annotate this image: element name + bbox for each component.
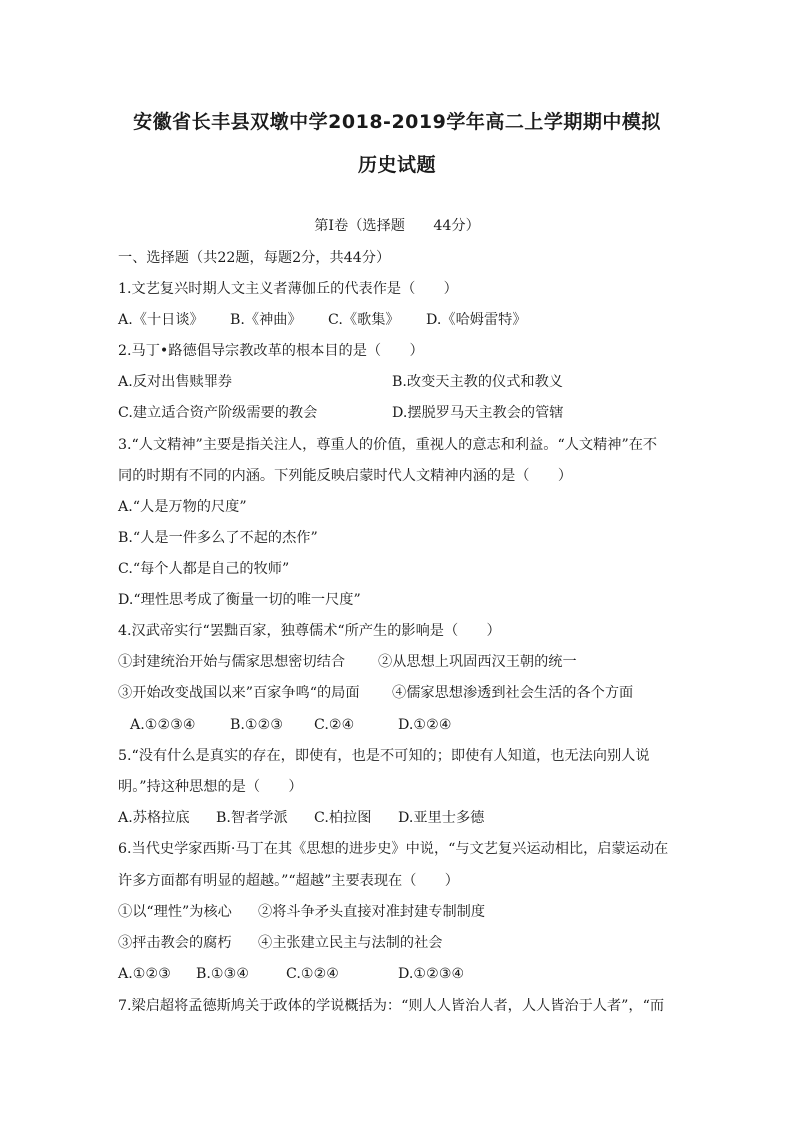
question-6-stem-line1: 6.当代史学家西斯·马丁在其《思想的进步史》中说，“与文艺复兴运动相比，启蒙运动在 — [118, 841, 669, 857]
question-4-option-a: A.①②③④ — [130, 717, 196, 733]
question-7-stem-line1: 7.梁启超将孟德斯鸠关于政体的学说概括为：“则人人皆治人者，人人皆治于人者”，“而 — [118, 998, 665, 1014]
question-3-option-b: B.“人是一件多么了不起的杰作” — [118, 530, 318, 546]
question-3-stem-line2: 同的时期有不同的内涵。下列能反映启蒙时代人文精神内涵的是（ ） — [118, 468, 573, 484]
question-5-option-a: A.苏格拉底 — [118, 810, 190, 826]
question-6-stem-line2: 许多方面都有明显的超越。”“超越”主要表现在（ ） — [118, 873, 459, 889]
question-5-option-b: B.智者学派 — [216, 810, 288, 826]
question-6-option-c: C.①②④ — [286, 966, 340, 982]
question-6-option-d: D.①②③④ — [398, 966, 465, 982]
question-5-option-c: C.柏拉图 — [314, 810, 372, 826]
question-1-option-d: D.《哈姆雷特》 — [426, 312, 527, 328]
question-2-option-c: C.建立适合资产阶级需要的教会 — [118, 405, 318, 421]
part-heading: 第Ⅰ卷（选择题 44分） — [314, 218, 480, 234]
question-3-stem-line1: 3.“人文精神”主要是指关注人，尊重人的价值，重视人的意志和利益。“人文精神”在不 — [118, 437, 658, 453]
question-4-item-3: ③开始改变战国以来”百家争鸣“的局面 — [118, 685, 360, 701]
question-2-option-a: A.反对出售赎罪券 — [118, 374, 233, 390]
question-4-option-b: B.①②③ — [230, 717, 284, 733]
question-5-option-d: D.亚里士多德 — [398, 810, 485, 826]
question-4-option-c: C.②④ — [314, 717, 355, 733]
question-6-option-a: A.①②③ — [118, 966, 171, 982]
question-4-item-4: ④儒家思想渗透到社会生活的各个方面 — [392, 685, 634, 701]
question-2-stem: 2.马丁•路德倡导宗教改革的根本目的是（ ） — [118, 343, 424, 359]
question-3-option-a: A.“人是万物的尺度” — [118, 499, 247, 515]
question-1-option-b: B.《神曲》 — [230, 312, 302, 328]
question-4-option-d: D.①②④ — [398, 717, 452, 733]
question-5-stem-line2: 明。”持这种思想的是（ ） — [118, 779, 303, 795]
question-5-stem-line1: 5.“没有什么是真实的存在，即使有，也是不可知的；即使有人知道，也无法向别人说 — [118, 748, 650, 764]
question-1-option-a: A.《十日谈》 — [118, 312, 204, 328]
question-1-stem: 1.文艺复兴时期人文主义者薄伽丘的代表作是（ ） — [118, 281, 458, 297]
question-6-item-4: ④主张建立民主与法制的社会 — [258, 935, 443, 951]
question-6-option-b: B.①③④ — [196, 966, 250, 982]
question-6-item-1: ①以“理性”为核心 — [118, 904, 232, 920]
document-subtitle: 历史试题 — [357, 154, 436, 176]
question-2-option-d: D.摆脱罗马天主教会的管辖 — [392, 405, 564, 421]
question-4-item-2: ②从思想上巩固西汉王朝的统一 — [378, 654, 577, 670]
question-3-option-d: D.“理性思考成了衡量一切的唯一尺度” — [118, 592, 361, 608]
question-1-option-c: C.《歌集》 — [328, 312, 400, 328]
question-2-option-b: B.改变天主教的仪式和教义 — [392, 374, 563, 390]
question-6-item-2: ②将斗争矛头直接对准封建专制制度 — [258, 904, 486, 920]
question-4-item-1: ①封建统治开始与儒家思想密切结合 — [118, 654, 346, 670]
question-3-option-c: C.“每个人都是自己的牧师” — [118, 561, 290, 577]
section-heading: 一、选择题（共22题，每题2分，共44分） — [118, 250, 391, 266]
question-6-item-3: ③抨击教会的腐朽 — [118, 935, 232, 951]
question-4-stem: 4.汉武帝实行“罢黜百家，独尊儒术“所产生的影响是（ ） — [118, 623, 501, 639]
document-title: 安徽省长丰县双墩中学2018-2019学年高二上学期期中模拟 — [133, 111, 661, 133]
